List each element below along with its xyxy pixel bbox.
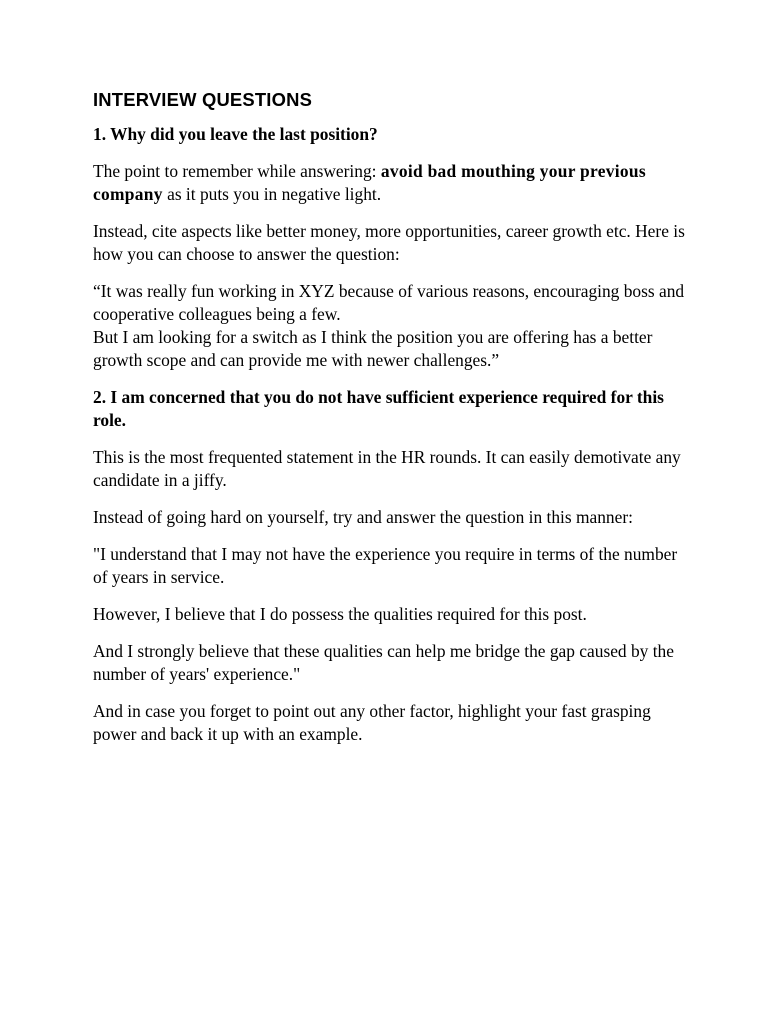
question-2-paragraph-6: And in case you forget to point out any other factor, highlight your fast grasping power and back it up with an example. <box>93 701 651 744</box>
page-title: INTERVIEW QUESTIONS <box>93 89 313 110</box>
q1-p1-bold-phrase: avoid bad mouthing your previous company <box>93 161 646 204</box>
question-1-heading: 1. Why did you leave the last position? <box>93 124 378 144</box>
document-page <box>93 88 693 760</box>
question-2-paragraph-4: However, I believe that I do possess the qualities required for this post. <box>93 604 587 624</box>
question-2-paragraph-5: And I strongly believe that these qualities can help me bridge the gap caused by the number of years' experience." <box>93 641 674 684</box>
question-1-paragraph-2: Instead, cite aspects like better money, more opportunities, career growth etc. Here is how you can choose to answer the question: <box>93 221 685 264</box>
q1-p1-start: The point to remember while answering: <box>93 161 381 181</box>
q1-quote-line-2: But I am looking for a switch as I think the position you are offering has a better growth scope and can provide me with newer challenges.” <box>93 327 653 370</box>
question-2-paragraph-2: Instead of going hard on yourself, try and answer the question in this manner: <box>93 507 633 527</box>
question-2-paragraph-1: This is the most frequented statement in the HR rounds. It can easily demotivate any candidate in a jiffy. <box>93 447 681 490</box>
question-2-paragraph-3: "I understand that I may not have the experience you require in terms of the number of years in service. <box>93 544 678 587</box>
question-1-sample-answer <box>93 280 693 372</box>
question-2-heading: 2. I am concerned that you do not have sufficient experience required for this role. <box>93 387 664 430</box>
q1-p1-end: as it puts you in negative light. <box>162 184 382 204</box>
question-1-paragraph-1 <box>93 160 693 206</box>
q1-quote-line-1: “It was really fun working in XYZ because of various reasons, encouraging boss and cooperative colleagues being a few. <box>93 281 685 324</box>
